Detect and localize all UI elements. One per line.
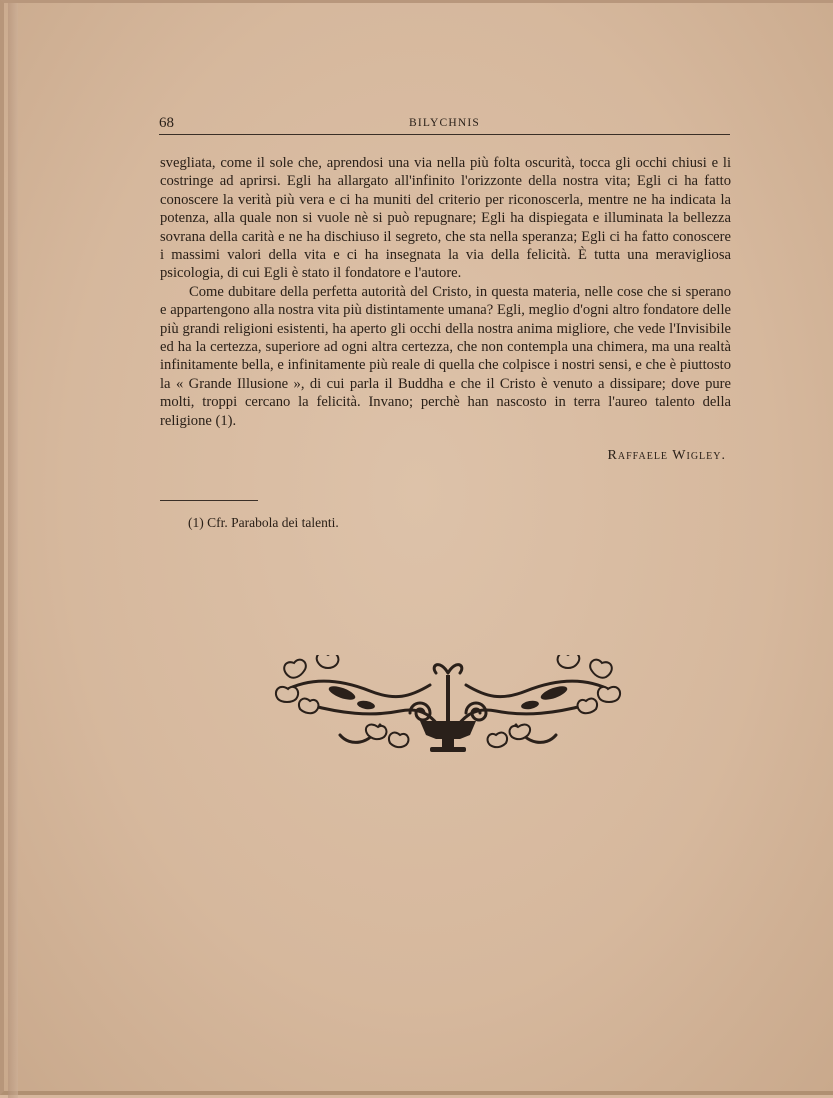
page-number: 68 — [159, 115, 174, 131]
header-rule — [159, 134, 730, 135]
footnote-rule — [160, 500, 258, 501]
paragraph: Come dubitare della perfetta autorità del Cristo, in questa materia, nelle cose che si sperano e appartengono alla nostra vita più distintamente umana? Egli, meglio d'ogni altro fondatore delle più grandi religioni esistenti, ha aperto gli occhi della nostra anima migliore, che vede l'Invisibile ed ha la certezza, superiore ad ogni altra certezza, che non contempla una chimera, ma una realtà infinitamente bella, e infinitamente più reale di quella che colpisce i nostri sensi, e che è piuttosto la « Grande Illusione », di cui parla il Buddha e che il Cristo è venuto a dissipare; dove pure molti, troppi cercano la felicità. Invano; perchè han nascosto in terra l'aureo talento della religione (1). — [160, 283, 731, 429]
body-text — [160, 154, 731, 430]
footnote: (1) Cfr. Parabola dei talenti. — [188, 515, 339, 530]
floral-urn-ornament-icon — [270, 655, 626, 759]
author-signature: Raffaele Wigley. — [607, 448, 726, 463]
page-header — [159, 112, 730, 134]
running-head: BILYCHNIS — [409, 117, 480, 129]
paragraph: svegliata, come il sole che, aprendosi una via nella più folta oscurità, tocca gli occhi chiusi e li costringe ad aprirsi. Egli ha allargato all'infinito l'orizzonte della nostra vita; Egli ci ha fatto conoscere la verità più vera e ci ha muniti del criterio per riconoscerla, mentre ne ha indicata la potenza, alla quale non si vuole nè si può repugnare; Egli ha dispiegata e illuminata la bellezza sovrana della carità e ne ha dischiuso il segreto, che sta nella speranza; Egli ci ha fatto conoscere i massimi valori della vita e ci ha insegnata la via della felicità. È tutta una meravigliosa psicologia, di cui Egli è stato il fondatore e l'autore. — [160, 155, 731, 282]
page-binding-shadow — [8, 3, 18, 1098]
